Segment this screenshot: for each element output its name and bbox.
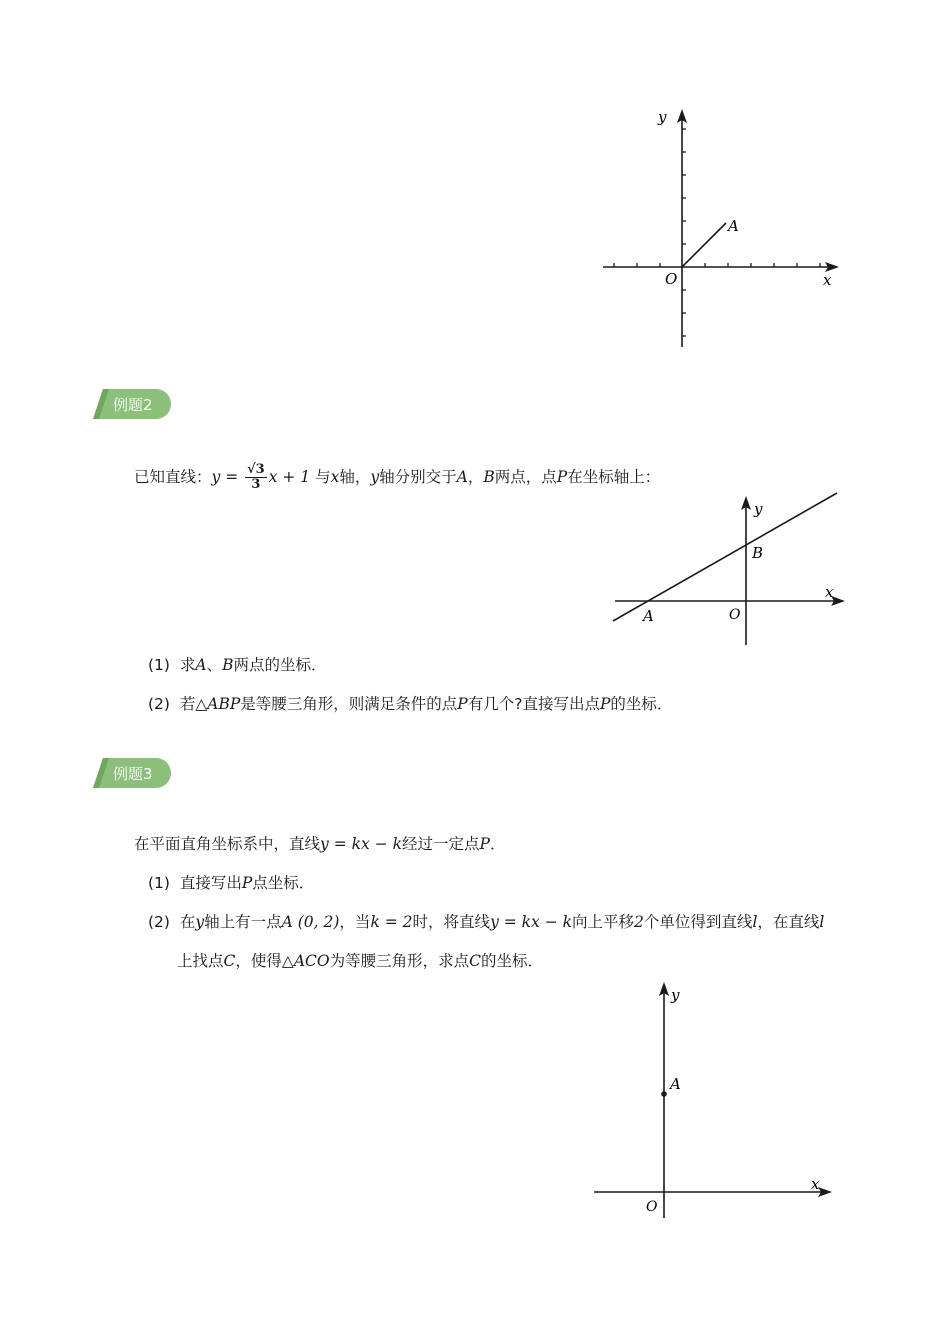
fig3-x-label: x bbox=[811, 1175, 820, 1193]
fig1-origin-label: O bbox=[665, 270, 678, 288]
example-2-stem: 已知直线：y = $\frac{√3}{3}$ x + 1 与x轴，y轴分别交于A，B两点，点P在坐标轴上： bbox=[134, 462, 661, 492]
fig3-a-label: A bbox=[670, 1075, 681, 1093]
fig1-y-label: y bbox=[658, 108, 667, 126]
example-2-question-1: (1) 求A、B两点的坐标． bbox=[148, 656, 327, 674]
example-2-badge-label: 例题2 bbox=[113, 396, 153, 414]
figure-2-line-graph bbox=[605, 490, 850, 650]
example-3-badge-label: 例题3 bbox=[113, 765, 153, 783]
fig2-a-label: A bbox=[643, 607, 654, 625]
fig2-b-label: B bbox=[752, 544, 764, 562]
figure-3-coordinate-plane bbox=[590, 978, 840, 1223]
fig3-y-label: y bbox=[671, 986, 680, 1004]
example-2-badge bbox=[93, 389, 171, 419]
figure-1-coordinate-plane bbox=[595, 105, 845, 350]
fig2-origin-label: O bbox=[729, 607, 741, 623]
fig1-point-a-label: A bbox=[728, 217, 739, 235]
fig1-x-label: x bbox=[823, 271, 832, 289]
example-3-badge bbox=[93, 758, 171, 788]
example-2-question-2: (2) 若△ABP是等腰三角形，则满足条件的点P有几个?直接写出点P的坐标． bbox=[148, 695, 673, 713]
fig2-y-label: y bbox=[754, 500, 763, 518]
example-3-question-2-line-2: 上找点C，使得△ACO为等腰三角形，求点C的坐标． bbox=[177, 952, 543, 970]
fig2-x-label: x bbox=[825, 583, 834, 601]
example-3-question-2: (2) 在y轴上有一点A (0, 2)，当k = 2时，将直线y = kx − k向上平移2个单位得到直线l，在直线l bbox=[148, 913, 825, 931]
fig3-origin-label: O bbox=[646, 1199, 658, 1215]
example-3-question-1: (1) 直接写出P点坐标． bbox=[148, 874, 315, 892]
example-3-stem: 在平面直角坐标系中，直线y = kx − k经过一定点P． bbox=[134, 835, 506, 853]
